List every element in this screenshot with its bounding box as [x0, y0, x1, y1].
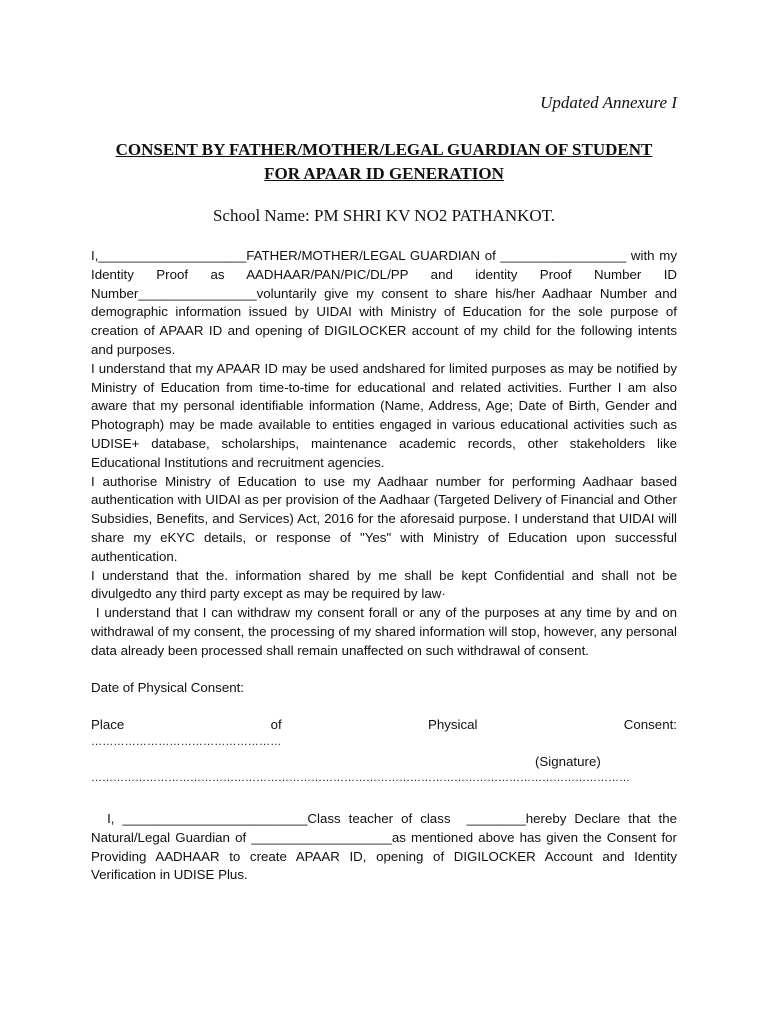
- consent-body: [91, 247, 681, 661]
- place-blank-dots: ……………………………………………: [91, 736, 282, 748]
- title-line-1: CONSENT BY FATHER/MOTHER/LEGAL GUARDIAN OF STUDENT: [115, 140, 653, 159]
- school-name: School Name: PM SHRI KV NO2 PATHANKOT.: [212, 206, 556, 225]
- document-title: [0, 138, 768, 186]
- consent-paragraph: I understand that the. information shared by me shall be kept Confidential and shall not be divulgedto any third party except as may be required by law·: [91, 567, 677, 602]
- title-line-2: FOR APAAR ID GENERATION: [264, 164, 504, 183]
- signature-blank-dots: …………………………………………………………………………………………………………………………………: [91, 772, 630, 784]
- place-word: of: [270, 717, 282, 732]
- place-word: Place: [91, 717, 125, 732]
- consent-paragraph: I understand that I can withdraw my consent forall or any of the purposes at any time by and on withdrawal of my consent, the processing of my shared information will stop, however, any personal data already been processed shall remain unaffected on such withdrawal of consent.: [91, 605, 681, 658]
- place-word: Consent:: [623, 717, 677, 732]
- signature-label: (Signature): [535, 754, 601, 769]
- annexure-label: Updated Annexure I: [540, 93, 677, 112]
- place-of-consent-label: [91, 717, 677, 732]
- consent-paragraph: I,____________________FATHER/MOTHER/LEGAL GUARDIAN of _________________ with my Identity Proof as AADHAAR/PAN/PIC/DL/PP and identity Proof Number ID Number________________voluntarily give my consent to share his/her Aadhaar Number and demographic information issued by UIDAI with Ministry of Education for the sole purpose of creation of APAAR ID and opening of DIGILOCKER account of my child for the following intents and purposes.: [91, 248, 677, 357]
- consent-paragraph: I authorise Ministry of Education to use my Aadhaar number for performing Aadhaar based authentication with UIDAI as per provision of the Aadhaar (Targeted Delivery of Financial and Other Subsidies, Benefits, and Services) Act, 2016 for the aforesaid purpose. I understand that UIDAI will share my eKYC details, or response of "Yes" with Ministry of Education upon successful authentication.: [91, 473, 677, 564]
- consent-paragraph: I understand that my APAAR ID may be used andshared for limited purposes as may be notified by Ministry of Education from time-to-time for educational and related activities. Further I am also aware that my personal identifiable information (Name, Address, Age; Date of Birth, Gender and Photograph) may be made available to entities engaged in various educational activities such as UDISE+ database, scholarships, maintenance academic records, other stakeholders like Educational Institutions and recruitment agencies.: [91, 360, 677, 470]
- place-word: Physical: [427, 717, 478, 732]
- teacher-declaration: I, _________________________Class teacher of class ________hereby Declare that the Natural/Legal Guardian of ___________________as mentioned above has given the Consent for Providing AADHAAR to create APAAR ID, opening of DIGILOCKER Account and Identity Verification in UDISE Plus.: [91, 811, 681, 883]
- date-of-consent-label: Date of Physical Consent:: [91, 680, 244, 695]
